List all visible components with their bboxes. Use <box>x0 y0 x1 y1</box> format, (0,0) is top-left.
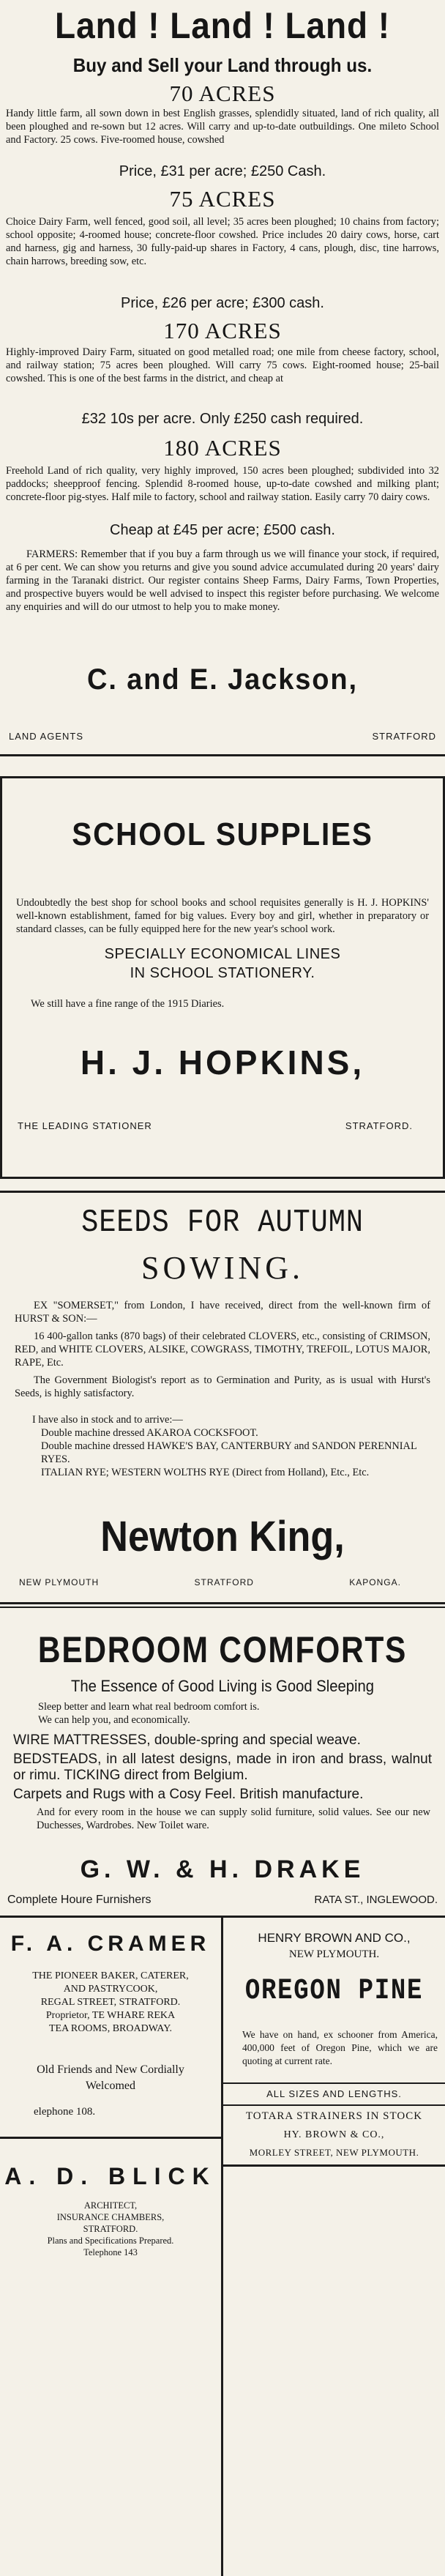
blick-lines-wrap <box>0 2200 221 2258</box>
school-footer <box>0 1120 445 1131</box>
listing-text: Freehold Land of rich quality, very highly improved, 150 acres been ploughed; subdivided into 32 paddocks; sheepproof fencing. Splendid 8-roomed house, up-to-date cowshed and milking plant; concrete-floor pig-styes. Half mile to factory, school and railway station. Easily carry 70 dairy cows. <box>6 465 439 503</box>
oregon-pine-headline: OREGON PINE <box>244 1975 424 2008</box>
school-specially-line: SPECIALLY ECONOMICAL LINES <box>104 946 341 962</box>
cramer-welcome-wrap <box>0 2062 221 2094</box>
blick-line: INSURANCE CHAMBERS, <box>56 2212 165 2222</box>
border-top <box>0 776 445 778</box>
brown-text: We have on hand, ex schooner from America, 400,000 feet of Oregon Pine, which we are quoting at current rate. <box>242 2029 438 2066</box>
listing-price: £32 10s per acre. Only £250 cash required. <box>81 411 364 427</box>
cramer-lines-wrap <box>0 1970 221 2036</box>
stock-intro: I have also in stock and to arrive:— <box>32 1414 183 1426</box>
border-bottom <box>0 1177 445 1179</box>
seeds-biologist-wrap <box>0 1374 445 1400</box>
brown-address-wrap <box>223 2147 445 2159</box>
listing-text: Handy little farm, all sown down in best English grasses, splendidly situated, land of rich quality, all been ploughed and re-sown but 12 acres. Will carry and up-to-date outbuildings. One mileto School and Factory. 25 cows. Five-roomed house, cowshed <box>6 108 439 146</box>
town-label: KAPONGA. <box>349 1577 401 1587</box>
land-ad <box>0 7 445 44</box>
wire-mattresses-line: WIRE MATTRESSES, double-spring and special weave. <box>13 1732 361 1748</box>
brown-firm-short: HY. BROWN & CO., <box>283 2129 385 2140</box>
cramer-line: Proprietor, TE WHARE REKA <box>45 2010 176 2021</box>
listing-price: Cheap at £45 per acre; £500 cash. <box>110 522 335 538</box>
cramer-firm-name: F. A. CRAMER <box>10 1932 211 1956</box>
seeds-intro: EX "SOMERSET," from London, I have received, direct from the well-known firm of HURST & SON:— <box>15 1300 430 1325</box>
jackson-firm-name: C. and E. Jackson, <box>87 663 358 696</box>
bedsteads-wrap <box>0 1752 445 1784</box>
brown-town: NEW PLYMOUTH. <box>288 1948 380 1960</box>
seeds-biologist: The Government Biologist's report as to Germination and Purity, as is usual with Hurst's Seeds, is highly satisfactory. <box>15 1374 430 1399</box>
sowing-headline: SOWING. <box>141 1250 304 1286</box>
rooms-wrap <box>0 1806 445 1832</box>
seeds-footer <box>0 1577 445 1587</box>
bedroom-headline: BEDROOM COMFORTS <box>37 1629 408 1670</box>
brown-ad <box>223 1930 445 1962</box>
seeds-stock-wrap <box>0 1413 445 1479</box>
carpets-wrap <box>0 1787 445 1803</box>
listing-170-text-wrap <box>0 346 445 385</box>
totara-line: TOTARA STRAINERS IN STOCK <box>245 2110 423 2122</box>
listing-acres: 70 ACRES <box>169 81 276 106</box>
column-divider <box>221 1916 223 2576</box>
blick-firm-name: A. D. BLICK <box>4 2163 217 2189</box>
stock-item: Double machine dressed AKAROA COCKSFOOT. <box>41 1427 258 1439</box>
cramer-line: REGAL STREET, STRATFORD. <box>40 1997 181 2008</box>
farmers-note-wrap <box>0 548 445 614</box>
newton-firm-name: Newton King, <box>100 1513 345 1560</box>
furnishers-label: Complete Houre Furnishers <box>7 1894 152 1906</box>
wire-wrap <box>0 1732 445 1749</box>
divider <box>0 1602 445 1604</box>
listing-180-price-wrap <box>0 523 445 537</box>
listing-text: Choice Dairy Farm, well fenced, good soil, all level; 35 acres been ploughed; 10 chains from factory; school opposite; 4-roomed house; concrete-floor cowshed. Price includes 20 dairy cows, horse, cart and harness, gig and harness, 30 fully-paid-up shares in Factory, 4 cans, plough, disc, tine harrows, chain harrows, breeding sow, etc. <box>6 216 439 267</box>
land-subhead-wrap <box>0 56 445 75</box>
stationer-label: THE LEADING STATIONER <box>18 1120 152 1131</box>
seeds-tanks-wrap <box>0 1330 445 1369</box>
seeds-intro-wrap <box>0 1299 445 1325</box>
welcome-line: Welcomed <box>85 2080 135 2092</box>
town-label: STRATFORD <box>194 1577 254 1587</box>
divider <box>0 754 445 756</box>
listing-75-acres <box>0 187 445 210</box>
land-footer <box>0 731 445 742</box>
cramer-line: AND PASTRYCOOK, <box>63 1984 158 1995</box>
essence-sub-wrap <box>0 1700 445 1727</box>
blick-line: Telephone 143 <box>83 2247 138 2257</box>
drake-firm-name: G. W. & H. DRAKE <box>80 1855 365 1883</box>
divider <box>223 2164 445 2167</box>
land-subhead: Buy and Sell your Land through us. <box>72 54 373 76</box>
blick-line: ARCHITECT, <box>83 2200 138 2211</box>
listing-170-acres <box>0 319 445 342</box>
essence-line: The Essence of Good Living is Good Sleeping <box>70 1677 375 1695</box>
blick-ad <box>0 2164 221 2188</box>
land-town-label: STRATFORD <box>372 731 436 742</box>
brown-firm2-wrap <box>223 2129 445 2141</box>
listing-price: Price, £31 per acre; £250 Cash. <box>119 163 326 179</box>
blick-line: STRATFORD. <box>83 2224 138 2234</box>
jackson-firm-wrap <box>0 665 445 694</box>
listing-70-text-wrap <box>0 107 445 146</box>
blick-line: Plans and Specifications Prepared. <box>47 2236 174 2246</box>
bedsteads-line: BEDSTEADS, in all latest designs, made in iron and brass, walnut or rimu. TICKING direct from Belgium. <box>13 1752 432 1783</box>
listing-acres: 75 ACRES <box>169 186 276 212</box>
cramer-line: TEA ROOMS, BROADWAY. <box>48 2023 173 2034</box>
drake-firm-wrap <box>0 1857 445 1882</box>
totara-wrap <box>223 2110 445 2123</box>
seeds-headline-wrap <box>0 1207 445 1239</box>
school-headline-wrap <box>0 816 445 852</box>
listing-text: Highly-improved Dairy Farm, situated on good metalled road; one mile from cheese factory, school, and railway station; 75 acres been ploughed. Will carry 75 cows. Eight-roomed house; 25-bail cowshed. This is one of the best farms in the district, and cheap at <box>6 346 439 384</box>
essence-sub: Sleep better and learn what real bedroom comfort is. <box>38 1701 260 1713</box>
sizes-line: ALL SIZES AND LENGTHS. <box>266 2088 402 2099</box>
listing-70-acres <box>0 82 445 105</box>
rooms-text: And for every room in the house we can supply solid furniture, solid values. See our new Duchesses, Wardrobes. New Toilet ware. <box>37 1806 430 1831</box>
listing-180-acres <box>0 436 445 459</box>
cramer-ad <box>0 1933 221 1955</box>
seeds-headline: SEEDS FOR AUTUMN <box>81 1205 364 1241</box>
listing-70-price-wrap <box>0 164 445 179</box>
sizes-wrap <box>223 2088 445 2099</box>
listing-75-text-wrap <box>0 215 445 268</box>
stock-item: Double machine dressed HAWKE'S BAY, CANTERBURY and SANDON PERENNIAL RYES. <box>41 1440 417 1465</box>
school-headline: SCHOOL SUPPLIES <box>72 816 373 852</box>
bedroom-headline-wrap <box>0 1631 445 1668</box>
school-town-label: STRATFORD. <box>345 1120 413 1131</box>
bedroom-footer <box>0 1894 445 1907</box>
carpets-line: Carpets and Rugs with a Cosy Feel. British manufacture. <box>13 1787 364 1802</box>
hopkins-firm-wrap <box>0 1043 445 1082</box>
school-intro-wrap <box>0 896 445 936</box>
land-agents-label: LAND AGENTS <box>9 731 84 742</box>
oregon-wrap <box>223 1977 445 2006</box>
cramer-phone-wrap <box>0 2106 221 2118</box>
school-diaries-wrap <box>0 997 445 1010</box>
listing-180-text-wrap <box>0 464 445 504</box>
cramer-line: THE PIONEER BAKER, CATERER, <box>32 1970 189 1981</box>
bedroom-town-label: RATA ST., INGLEWOOD. <box>314 1894 438 1906</box>
divider <box>0 1191 445 1193</box>
divider <box>0 1607 445 1608</box>
brown-text-wrap <box>223 2028 445 2068</box>
town-label: NEW PLYMOUTH <box>19 1577 100 1587</box>
school-specially-line: IN SCHOOL STATIONERY. <box>130 965 315 981</box>
brown-address: MORLEY STREET, NEW PLYMOUTH. <box>249 2147 419 2158</box>
newton-firm-wrap <box>0 1513 445 1560</box>
cramer-phone: elephone 108. <box>34 2106 96 2118</box>
brown-firm-name: HENRY BROWN AND CO., <box>258 1931 411 1945</box>
divider <box>223 2104 445 2106</box>
essence-tail: We can help you, and economically. <box>38 1714 190 1726</box>
hopkins-firm-name: H. J. HOPKINS, <box>80 1043 365 1082</box>
divider <box>223 2082 445 2084</box>
school-intro: Undoubtedly the best shop for school books and school requisites generally is H. J. HOPKINS' well-known establishment, famed for big values. Every boy and girl, whether in preparatory or standard classes, can be fully equipped here for the new year's school work. <box>16 897 429 935</box>
listing-170-price-wrap <box>0 412 445 426</box>
stock-item: ITALIAN RYE; WESTERN WOLTHS RYE (Direct from Holland), Etc., Etc. <box>41 1467 370 1478</box>
divider <box>0 2137 221 2139</box>
listing-acres: 180 ACRES <box>163 435 282 461</box>
farmers-note: FARMERS: Remember that if you buy a farm through us we will finance your stock, if required, at 6 per cent. We can show you returns and give you sound advice accumulated during 20 years' dairy farming in the Taranaki district. Our register contains Sheep Farms, Dairy Farms, Town Properties, and prospective buyers would be well advised to inspect this register before purchasing. We welcome any enquiries and will do our utmost to help you to make money. <box>6 548 439 613</box>
land-headline: Land ! Land ! Land ! <box>55 5 390 46</box>
listing-price: Price, £26 per acre; £300 cash. <box>121 295 324 311</box>
listing-acres: 170 ACRES <box>163 318 282 343</box>
sowing-headline-wrap <box>0 1252 445 1284</box>
essence-wrap <box>0 1678 445 1694</box>
welcome-line: Old Friends and New Cordially <box>37 2063 184 2076</box>
listing-75-price-wrap <box>0 296 445 310</box>
seeds-tanks: 16 400-gallon tanks (870 bags) of their celebrated CLOVERS, etc., consisting of CRIMSON, RED, and WHITE CLOVERS, ALSIKE, COWGRASS, TIMOTHY, TREFOIL, LOTUS MAJOR, RAPE, Etc. <box>15 1330 430 1369</box>
school-diaries: We still have a fine range of the 1915 Diaries. <box>31 998 225 1010</box>
school-specially-wrap <box>0 945 445 983</box>
